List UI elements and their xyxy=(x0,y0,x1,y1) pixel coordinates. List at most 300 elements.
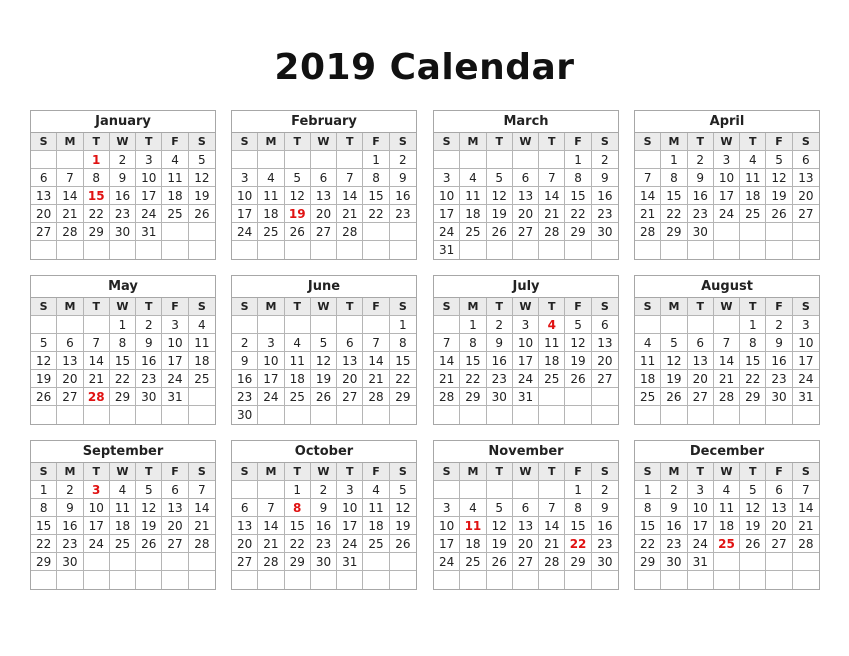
day-grid xyxy=(635,316,819,424)
empty-day-cell xyxy=(311,151,337,169)
day-cell: 18 xyxy=(110,517,136,535)
empty-day-cell xyxy=(285,241,311,259)
month-name: January xyxy=(31,111,215,133)
day-cell: 19 xyxy=(311,370,337,388)
day-cell: 12 xyxy=(31,352,57,370)
weekday-label: S xyxy=(189,463,215,481)
weekday-label: M xyxy=(460,298,486,316)
empty-day-cell xyxy=(390,571,416,589)
day-cell: 22 xyxy=(285,535,311,553)
day-cell: 10 xyxy=(337,499,363,517)
holiday-day-cell: 4 xyxy=(539,316,565,334)
day-cell: 18 xyxy=(258,205,284,223)
day-cell: 26 xyxy=(189,205,215,223)
day-cell: 24 xyxy=(513,370,539,388)
day-cell: 21 xyxy=(84,370,110,388)
month-name: June xyxy=(232,276,416,298)
day-cell: 20 xyxy=(793,187,819,205)
day-cell: 3 xyxy=(434,169,460,187)
day-cell: 9 xyxy=(766,334,792,352)
empty-day-cell xyxy=(513,481,539,499)
day-cell: 26 xyxy=(565,370,591,388)
month-january xyxy=(30,110,216,260)
day-cell: 15 xyxy=(390,352,416,370)
day-cell: 26 xyxy=(31,388,57,406)
day-cell: 1 xyxy=(635,481,661,499)
day-cell: 12 xyxy=(740,499,766,517)
empty-day-cell xyxy=(258,571,284,589)
day-cell: 20 xyxy=(232,535,258,553)
weekday-header xyxy=(31,133,215,151)
weekday-label: F xyxy=(565,133,591,151)
weekday-header xyxy=(434,298,618,316)
day-cell: 5 xyxy=(487,169,513,187)
day-cell: 10 xyxy=(793,334,819,352)
day-grid xyxy=(232,151,416,259)
day-cell: 16 xyxy=(57,517,83,535)
weekday-label: T xyxy=(539,133,565,151)
day-cell: 17 xyxy=(162,352,188,370)
empty-day-cell xyxy=(363,223,389,241)
day-cell: 28 xyxy=(363,388,389,406)
weekday-label: M xyxy=(460,133,486,151)
page-title: 2019 Calendar xyxy=(274,47,575,88)
day-cell: 11 xyxy=(258,187,284,205)
day-cell: 29 xyxy=(31,553,57,571)
day-cell: 19 xyxy=(189,187,215,205)
weekday-label: F xyxy=(766,463,792,481)
day-cell: 28 xyxy=(793,535,819,553)
day-cell: 2 xyxy=(232,334,258,352)
empty-day-cell xyxy=(565,241,591,259)
day-cell: 6 xyxy=(311,169,337,187)
day-cell: 23 xyxy=(136,370,162,388)
weekday-label: S xyxy=(793,463,819,481)
day-cell: 15 xyxy=(565,187,591,205)
day-cell: 8 xyxy=(565,169,591,187)
day-cell: 11 xyxy=(189,334,215,352)
day-cell: 20 xyxy=(688,370,714,388)
day-cell: 9 xyxy=(136,334,162,352)
empty-day-cell xyxy=(434,481,460,499)
day-cell: 18 xyxy=(162,187,188,205)
weekday-label: F xyxy=(363,463,389,481)
weekday-label: W xyxy=(513,463,539,481)
empty-day-cell xyxy=(688,316,714,334)
weekday-label: S xyxy=(434,133,460,151)
empty-day-cell xyxy=(635,241,661,259)
empty-day-cell xyxy=(661,316,687,334)
day-cell: 27 xyxy=(592,370,618,388)
day-cell: 17 xyxy=(714,187,740,205)
day-cell: 28 xyxy=(258,553,284,571)
day-cell: 21 xyxy=(434,370,460,388)
month-december xyxy=(634,440,820,590)
empty-day-cell xyxy=(714,406,740,424)
day-cell: 26 xyxy=(390,535,416,553)
empty-day-cell xyxy=(337,151,363,169)
empty-day-cell xyxy=(740,406,766,424)
day-cell: 6 xyxy=(337,334,363,352)
empty-day-cell xyxy=(434,316,460,334)
day-cell: 22 xyxy=(661,205,687,223)
empty-day-cell xyxy=(434,151,460,169)
day-cell: 4 xyxy=(285,334,311,352)
day-cell: 18 xyxy=(460,205,486,223)
day-cell: 12 xyxy=(661,352,687,370)
day-cell: 8 xyxy=(84,169,110,187)
holiday-day-cell: 15 xyxy=(84,187,110,205)
day-cell: 1 xyxy=(460,316,486,334)
day-cell: 14 xyxy=(635,187,661,205)
empty-day-cell xyxy=(31,316,57,334)
weekday-label: T xyxy=(487,133,513,151)
empty-day-cell xyxy=(337,316,363,334)
month-name: March xyxy=(434,111,618,133)
day-cell: 27 xyxy=(793,205,819,223)
day-cell: 19 xyxy=(136,517,162,535)
day-cell: 10 xyxy=(714,169,740,187)
day-cell: 14 xyxy=(793,499,819,517)
empty-day-cell xyxy=(513,151,539,169)
day-cell: 13 xyxy=(232,517,258,535)
weekday-label: M xyxy=(661,463,687,481)
day-cell: 3 xyxy=(136,151,162,169)
weekday-label: M xyxy=(460,463,486,481)
day-cell: 27 xyxy=(337,388,363,406)
empty-day-cell xyxy=(311,316,337,334)
day-cell: 15 xyxy=(460,352,486,370)
day-cell: 14 xyxy=(337,187,363,205)
day-cell: 29 xyxy=(565,223,591,241)
month-name: October xyxy=(232,441,416,463)
day-cell: 2 xyxy=(766,316,792,334)
day-cell: 25 xyxy=(110,535,136,553)
holiday-day-cell: 11 xyxy=(460,517,486,535)
empty-day-cell xyxy=(460,571,486,589)
day-cell: 13 xyxy=(513,187,539,205)
day-cell: 12 xyxy=(136,499,162,517)
day-cell: 7 xyxy=(714,334,740,352)
weekday-label: S xyxy=(592,298,618,316)
day-cell: 16 xyxy=(232,370,258,388)
day-cell: 6 xyxy=(766,481,792,499)
day-cell: 18 xyxy=(189,352,215,370)
day-cell: 26 xyxy=(487,223,513,241)
empty-day-cell xyxy=(285,316,311,334)
weekday-label: S xyxy=(390,463,416,481)
empty-day-cell xyxy=(162,223,188,241)
weekday-label: S xyxy=(592,133,618,151)
empty-day-cell xyxy=(232,151,258,169)
day-cell: 2 xyxy=(592,481,618,499)
day-cell: 5 xyxy=(740,481,766,499)
empty-day-cell xyxy=(766,571,792,589)
day-cell: 14 xyxy=(434,352,460,370)
empty-day-cell xyxy=(740,553,766,571)
day-cell: 16 xyxy=(592,517,618,535)
empty-day-cell xyxy=(337,241,363,259)
empty-day-cell xyxy=(110,406,136,424)
empty-day-cell xyxy=(766,553,792,571)
day-cell: 7 xyxy=(793,481,819,499)
day-cell: 25 xyxy=(162,205,188,223)
day-cell: 9 xyxy=(110,169,136,187)
day-cell: 10 xyxy=(434,517,460,535)
day-cell: 7 xyxy=(363,334,389,352)
day-cell: 12 xyxy=(285,187,311,205)
day-cell: 28 xyxy=(714,388,740,406)
weekday-label: S xyxy=(635,133,661,151)
day-cell: 6 xyxy=(57,334,83,352)
day-cell: 22 xyxy=(31,535,57,553)
day-cell: 20 xyxy=(592,352,618,370)
empty-day-cell xyxy=(714,241,740,259)
day-cell: 5 xyxy=(136,481,162,499)
day-cell: 31 xyxy=(513,388,539,406)
weekday-label: W xyxy=(110,298,136,316)
weekday-label: F xyxy=(363,133,389,151)
empty-day-cell xyxy=(162,553,188,571)
day-cell: 19 xyxy=(487,535,513,553)
empty-day-cell xyxy=(434,571,460,589)
day-grid xyxy=(635,481,819,589)
empty-day-cell xyxy=(565,406,591,424)
day-cell: 14 xyxy=(539,517,565,535)
day-cell: 30 xyxy=(136,388,162,406)
empty-day-cell xyxy=(793,406,819,424)
day-cell: 2 xyxy=(57,481,83,499)
weekday-label: F xyxy=(162,133,188,151)
day-cell: 1 xyxy=(31,481,57,499)
day-cell: 20 xyxy=(162,517,188,535)
day-cell: 10 xyxy=(688,499,714,517)
empty-day-cell xyxy=(57,571,83,589)
day-cell: 31 xyxy=(337,553,363,571)
day-cell: 9 xyxy=(232,352,258,370)
day-cell: 6 xyxy=(232,499,258,517)
day-cell: 22 xyxy=(740,370,766,388)
day-cell: 30 xyxy=(57,553,83,571)
day-cell: 7 xyxy=(539,169,565,187)
holiday-day-cell: 3 xyxy=(84,481,110,499)
day-cell: 31 xyxy=(162,388,188,406)
day-cell: 27 xyxy=(688,388,714,406)
weekday-label: T xyxy=(740,133,766,151)
day-cell: 25 xyxy=(635,388,661,406)
day-cell: 11 xyxy=(285,352,311,370)
day-cell: 21 xyxy=(57,205,83,223)
day-cell: 6 xyxy=(793,151,819,169)
day-cell: 17 xyxy=(136,187,162,205)
day-cell: 10 xyxy=(513,334,539,352)
weekday-label: T xyxy=(487,463,513,481)
day-cell: 23 xyxy=(592,205,618,223)
month-september xyxy=(30,440,216,590)
day-cell: 6 xyxy=(592,316,618,334)
empty-day-cell xyxy=(136,571,162,589)
day-cell: 6 xyxy=(513,499,539,517)
empty-day-cell xyxy=(258,481,284,499)
month-name: September xyxy=(31,441,215,463)
weekday-label: S xyxy=(390,133,416,151)
day-grid xyxy=(31,316,215,424)
day-cell: 4 xyxy=(740,151,766,169)
day-cell: 24 xyxy=(337,535,363,553)
day-cell: 17 xyxy=(337,517,363,535)
weekday-label: T xyxy=(136,463,162,481)
empty-day-cell xyxy=(232,241,258,259)
month-name: May xyxy=(31,276,215,298)
day-cell: 19 xyxy=(31,370,57,388)
day-cell: 5 xyxy=(661,334,687,352)
weekday-label: S xyxy=(793,133,819,151)
day-cell: 20 xyxy=(513,205,539,223)
day-cell: 8 xyxy=(363,169,389,187)
weekday-label: T xyxy=(337,298,363,316)
empty-day-cell xyxy=(285,406,311,424)
weekday-label: W xyxy=(513,298,539,316)
empty-day-cell xyxy=(57,406,83,424)
day-cell: 11 xyxy=(460,187,486,205)
day-cell: 20 xyxy=(513,535,539,553)
day-cell: 13 xyxy=(337,352,363,370)
day-grid xyxy=(434,316,618,424)
day-cell: 4 xyxy=(162,151,188,169)
day-cell: 17 xyxy=(84,517,110,535)
weekday-label: F xyxy=(766,133,792,151)
empty-day-cell xyxy=(258,316,284,334)
day-cell: 3 xyxy=(714,151,740,169)
empty-day-cell xyxy=(539,481,565,499)
day-cell: 17 xyxy=(434,205,460,223)
empty-day-cell xyxy=(740,571,766,589)
weekday-label: S xyxy=(232,298,258,316)
day-cell: 24 xyxy=(162,370,188,388)
day-cell: 28 xyxy=(635,223,661,241)
day-cell: 28 xyxy=(539,223,565,241)
day-cell: 10 xyxy=(84,499,110,517)
empty-day-cell xyxy=(189,223,215,241)
day-cell: 16 xyxy=(136,352,162,370)
day-cell: 18 xyxy=(635,370,661,388)
day-cell: 26 xyxy=(136,535,162,553)
day-cell: 29 xyxy=(390,388,416,406)
weekday-label: T xyxy=(136,298,162,316)
day-cell: 23 xyxy=(390,205,416,223)
weekday-header xyxy=(434,133,618,151)
day-cell: 25 xyxy=(539,370,565,388)
day-cell: 22 xyxy=(84,205,110,223)
weekday-label: T xyxy=(688,463,714,481)
weekday-label: T xyxy=(136,133,162,151)
day-cell: 25 xyxy=(460,223,486,241)
day-cell: 8 xyxy=(565,499,591,517)
day-cell: 16 xyxy=(592,187,618,205)
empty-day-cell xyxy=(539,151,565,169)
day-cell: 9 xyxy=(487,334,513,352)
day-cell: 29 xyxy=(635,553,661,571)
month-name: December xyxy=(635,441,819,463)
day-cell: 9 xyxy=(661,499,687,517)
empty-day-cell xyxy=(688,571,714,589)
weekday-label: W xyxy=(311,298,337,316)
day-cell: 22 xyxy=(460,370,486,388)
day-cell: 3 xyxy=(434,499,460,517)
day-cell: 21 xyxy=(258,535,284,553)
day-cell: 13 xyxy=(793,169,819,187)
day-cell: 25 xyxy=(189,370,215,388)
empty-day-cell xyxy=(189,406,215,424)
empty-day-cell xyxy=(390,553,416,571)
day-cell: 13 xyxy=(592,334,618,352)
day-cell: 22 xyxy=(635,535,661,553)
day-cell: 3 xyxy=(688,481,714,499)
weekday-label: F xyxy=(363,298,389,316)
day-cell: 29 xyxy=(285,553,311,571)
day-cell: 15 xyxy=(285,517,311,535)
empty-day-cell xyxy=(793,553,819,571)
day-cell: 15 xyxy=(565,517,591,535)
day-cell: 12 xyxy=(390,499,416,517)
empty-day-cell xyxy=(487,481,513,499)
day-cell: 15 xyxy=(363,187,389,205)
day-cell: 21 xyxy=(337,205,363,223)
day-cell: 17 xyxy=(793,352,819,370)
day-cell: 29 xyxy=(110,388,136,406)
day-cell: 30 xyxy=(592,553,618,571)
day-cell: 5 xyxy=(487,499,513,517)
empty-day-cell xyxy=(434,406,460,424)
day-cell: 30 xyxy=(766,388,792,406)
day-cell: 22 xyxy=(390,370,416,388)
weekday-label: F xyxy=(565,298,591,316)
empty-day-cell xyxy=(162,571,188,589)
day-cell: 11 xyxy=(539,334,565,352)
month-april xyxy=(634,110,820,260)
month-august xyxy=(634,275,820,425)
day-cell: 17 xyxy=(232,205,258,223)
weekday-label: M xyxy=(57,298,83,316)
day-cell: 2 xyxy=(661,481,687,499)
day-cell: 13 xyxy=(311,187,337,205)
day-cell: 26 xyxy=(311,388,337,406)
empty-day-cell xyxy=(31,151,57,169)
day-cell: 19 xyxy=(661,370,687,388)
day-cell: 11 xyxy=(635,352,661,370)
day-cell: 14 xyxy=(84,352,110,370)
day-cell: 12 xyxy=(189,169,215,187)
day-cell: 26 xyxy=(740,535,766,553)
day-cell: 16 xyxy=(688,187,714,205)
month-march xyxy=(433,110,619,260)
month-name: November xyxy=(434,441,618,463)
weekday-header xyxy=(31,463,215,481)
day-cell: 8 xyxy=(390,334,416,352)
day-cell: 7 xyxy=(539,499,565,517)
weekday-header xyxy=(232,133,416,151)
day-cell: 30 xyxy=(661,553,687,571)
empty-day-cell xyxy=(592,406,618,424)
day-cell: 22 xyxy=(110,370,136,388)
empty-day-cell xyxy=(513,571,539,589)
weekday-label: W xyxy=(714,298,740,316)
empty-day-cell xyxy=(57,241,83,259)
empty-day-cell xyxy=(232,316,258,334)
empty-day-cell xyxy=(57,151,83,169)
day-cell: 30 xyxy=(688,223,714,241)
weekday-label: T xyxy=(337,463,363,481)
